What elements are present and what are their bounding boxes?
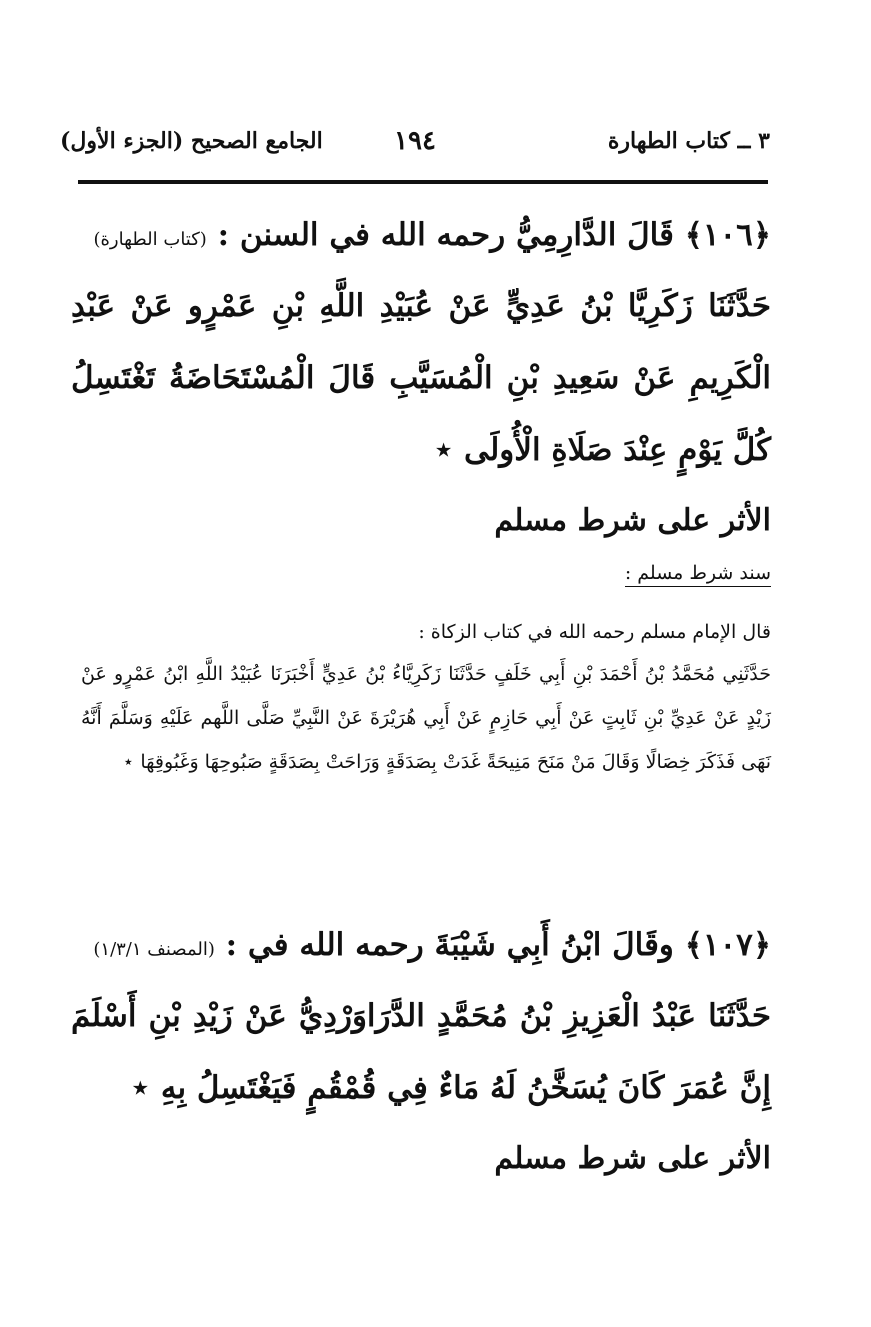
entry-106-source: (كتاب الطهارة) [93,229,207,250]
entry-106-heading-line [71,205,771,270]
entry-106-verdict: الأثر على شرط مسلم [494,503,771,538]
entry-107-verdict: الأثر على شرط مسلم [494,1141,771,1176]
chain-label: سند شرط مسلم : [625,562,771,587]
entry-106 [71,205,771,556]
entry-106-number: ﴿١٠٦﴾ [684,217,771,253]
entry-107-heading: وقَالَ ابْنُ أَبِي شَيْبَةَ رحمه الله في : [225,927,674,963]
page-number: ١٩٤ [394,126,436,156]
book-title: الجامع الصحيح (الجزء الأول) [60,128,323,154]
running-header [60,122,770,162]
entry-106-text: حَدَّثَنَا زَكَرِيَّا بْنُ عَدِيٍّ عَنْ عُبَيْدِ اللَّهِ بْنِ عَمْرٍو عَنْ عَبْدِ الْكَرِيمِ عَنْ سَعِيدِ بْنِ الْمُسَيَّبِ قَالَ الْمُسْتَحَاضَةُ تَغْتَسِلُ كُلَّ يَوْمٍ عِنْدَ صَلَاةِ الْأُولَى ⋆ [71,288,772,468]
chain-block [81,612,771,784]
chapter-title: ٣ ــ كتاب الطهارة [607,128,770,154]
chain-intro: قال الإمام مسلم رحمه الله في كتاب الزكاة : [418,621,771,643]
entry-106-heading: قَالَ الدَّارِمِيُّ رحمه الله في السنن : [217,217,674,253]
entry-107-source: (المصنف ١/٣/١) [93,939,215,960]
entry-107-heading-line [71,915,771,980]
entry-107-text: حَدَّثَنَا عَبْدُ الْعَزِيزِ بْنُ مُحَمَّدٍ الدَّرَاوَرْدِيُّ عَنْ زَيْدِ بْنِ أَسْلَمَ إِنَّ عُمَرَ كَانَ يُسَخَّنُ لَهُ مَاءٌ فِي قُمْقُمٍ فَيَغْتَسِلُ بِهِ ⋆ [71,998,771,1106]
entry-107-number: ﴿١٠٧﴾ [684,927,771,963]
entry-107 [71,915,771,1194]
chain-text: حَدَّثَنِي مُحَمَّدُ بْنُ أَحْمَدَ بْنِ أَبِي خَلَفٍ حَدَّثَنَا زَكَرِيَّاءُ بْنُ عَدِيٍّ أَخْبَرَنَا عُبَيْدُ اللَّهِ ابْنُ عَمْرٍو عَنْ زَيْدٍ عَنْ عَدِيِّ بْنِ ثَابِتٍ عَنْ أَبِي حَازِمٍ عَنْ أَبِي هُرَيْرَةَ عَنْ النَّبِيِّ صَلَّى اللَّهم عَلَيْهِ وَسَلَّمَ أَنَّهُ نَهَى فَذَكَرَ خِصَالًا وَقَالَ مَنْ مَنَحَ مَنِيحَةً غَدَتْ بِصَدَقَةٍ وَرَاحَتْ بِصَدَقَةٍ صَبُوحِهَا وَغَبُوقِهَا ⋆ [81,663,771,773]
header-rule [78,180,768,184]
